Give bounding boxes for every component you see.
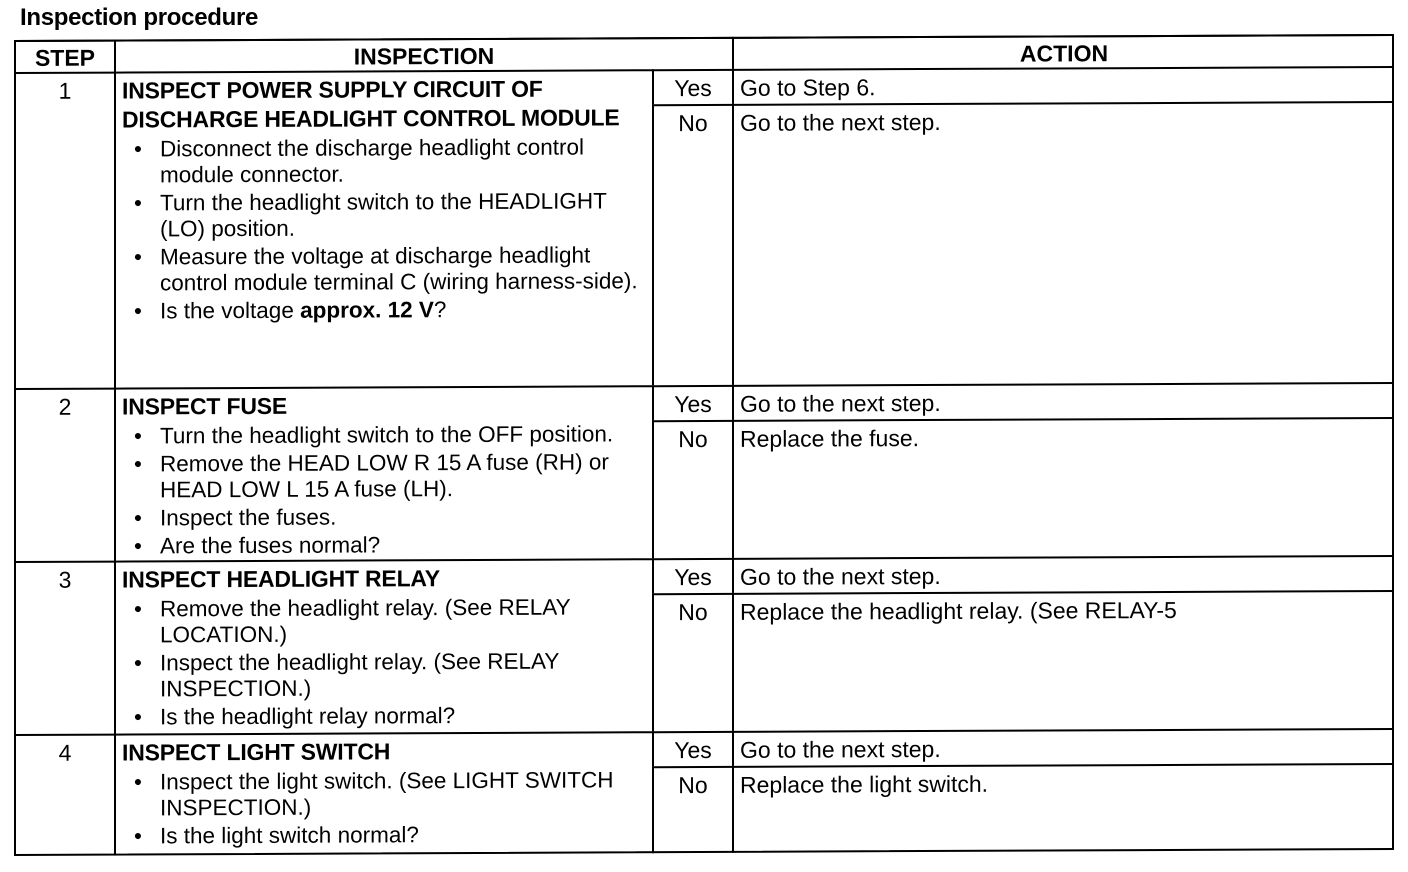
no-label: No: [652, 766, 732, 853]
header-step: STEP: [14, 40, 114, 72]
no-action: Go to the next step.: [732, 101, 1394, 385]
inspection-title: INSPECT LIGHT SWITCH: [122, 738, 391, 766]
step-number: 1: [14, 72, 114, 388]
bullet-item: • Disconnect the discharge headlight control module connector.: [122, 134, 648, 188]
header-action: ACTION: [732, 34, 1394, 69]
bullet-item: • Is the headlight relay normal?: [122, 702, 648, 730]
inspection-title: INSPECT FUSE: [122, 392, 288, 420]
bullet-item: • Is the light switch normal?: [122, 821, 648, 849]
no-label: No: [652, 420, 732, 558]
bullet-question: [122, 296, 648, 324]
inspection-title: INSPECT POWER SUPPLY CIRCUIT OF DISCHARGE HEADLIGHT CONTROL MODULE: [122, 75, 620, 133]
yes-action: Go to the next step.: [732, 555, 1394, 593]
bullet-item: • Are the fuses normal?: [122, 531, 648, 559]
bullet-item: • Turn the headlight switch to the HEADLIGHT (LO) position.: [122, 188, 648, 242]
yes-label: Yes: [652, 731, 732, 766]
step-number: 4: [14, 734, 114, 856]
question-value: approx. 12 V: [300, 297, 434, 323]
step-number: 3: [14, 561, 114, 734]
yes-action: Go to the next step.: [732, 382, 1394, 420]
bullet-item: • Remove the HEAD LOW R 15 A fuse (RH) or HEAD LOW L 15 A fuse (LH).: [122, 449, 648, 503]
header-inspection: INSPECTION: [114, 37, 732, 72]
inspection-bullets: [122, 594, 648, 730]
bullet-item: • Turn the headlight switch to the OFF position.: [122, 421, 648, 449]
bullet-item: • Measure the voltage at discharge headlight control module terminal C (wiring harness-side).: [122, 242, 648, 296]
inspection-table: [14, 34, 1394, 856]
no-label: No: [652, 104, 732, 385]
inspection-bullets: [122, 421, 648, 559]
yes-action: Go to Step 6.: [732, 66, 1394, 104]
step-number: 2: [14, 388, 114, 561]
no-action: Replace the light switch.: [732, 763, 1394, 853]
bullet-item: • Inspect the light switch. (See LIGHT SWITCH INSPECTION.): [122, 767, 648, 821]
inspection-cell: [114, 385, 652, 560]
bullet-item: • Inspect the fuses.: [122, 503, 648, 531]
yes-label: Yes: [652, 69, 732, 104]
page-title: Inspection procedure: [20, 4, 259, 31]
bullet-item: • Inspect the headlight relay. (See RELAY INSPECTION.): [122, 648, 648, 702]
inspection-cell: [114, 731, 652, 855]
inspection-cell: [114, 69, 652, 387]
inspection-bullets: [122, 767, 648, 849]
yes-label: Yes: [652, 558, 732, 593]
yes-label: Yes: [652, 385, 732, 420]
inspection-bullets: [122, 134, 648, 324]
no-label: No: [652, 593, 732, 731]
no-action: Replace the headlight relay. (See RELAY-5: [732, 590, 1394, 731]
question-text: Is the voltage: [160, 297, 301, 324]
question-mark: ?: [433, 297, 447, 323]
yes-action: Go to the next step.: [732, 728, 1394, 766]
inspection-title: INSPECT HEADLIGHT RELAY: [122, 565, 440, 593]
no-action: Replace the fuse.: [732, 417, 1394, 558]
inspection-cell: [114, 558, 652, 733]
bullet-item: • Remove the headlight relay. (See RELAY LOCATION.): [122, 594, 648, 648]
